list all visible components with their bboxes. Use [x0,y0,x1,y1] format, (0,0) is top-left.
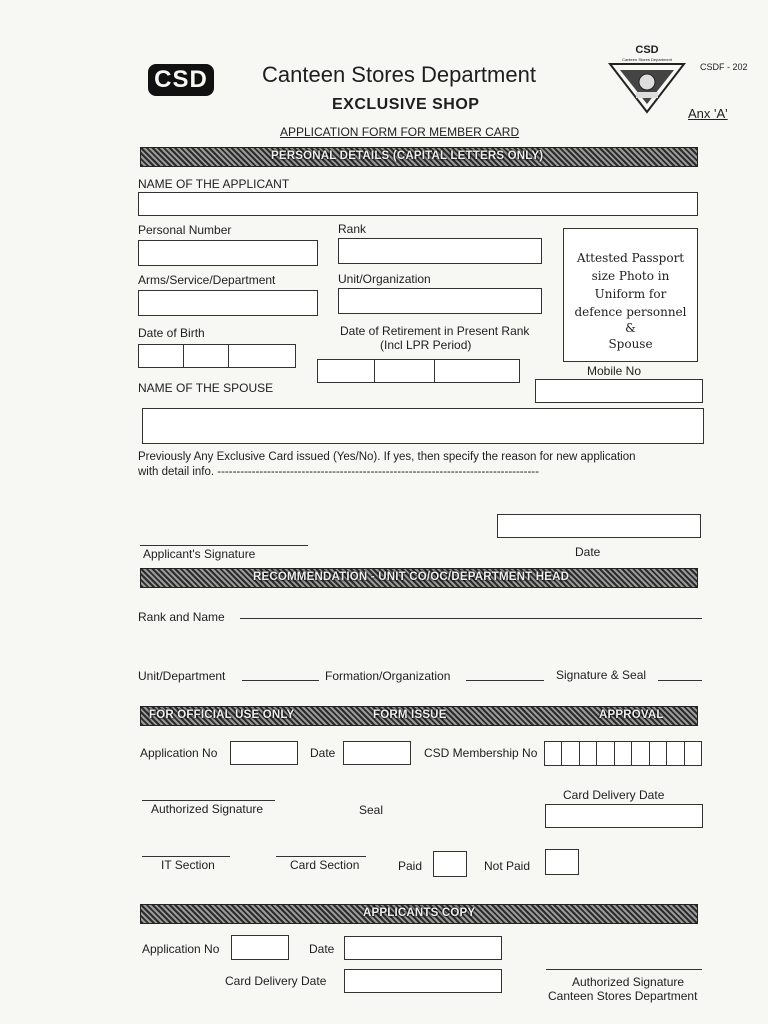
annex-label: Anx 'A' [688,106,728,121]
applicant-name-field[interactable] [138,192,698,216]
arms-service-label: Arms/Service/Department [138,273,276,287]
csd-logo: CSD [148,62,214,98]
personal-number-label: Personal Number [138,223,232,237]
spouse-name-label: NAME OF THE SPOUSE [138,381,274,395]
paid-checkbox[interactable] [433,851,467,877]
membership-no-label: CSD Membership No [424,746,538,760]
rank-name-label: Rank and Name [138,610,225,624]
copy-date-label: Date [309,942,335,956]
copy-date-field[interactable] [344,936,502,960]
photo-line-2: size Photo in [591,269,670,283]
not-paid-label: Not Paid [484,859,531,873]
photo-line-4: defence personnel [574,305,687,319]
card-section-line [276,856,366,857]
retirement-label: Date of Retirement in Present Rank [340,324,530,338]
official-date-field[interactable] [343,741,411,765]
previous-card-question: Previously Any Exclusive Card issued (Yes/No). If yes, then specify the reason for new application [138,451,636,463]
official-use-header: FOR OFFICIAL USE ONLY FORM ISSUE APPROVAL [140,706,698,726]
copy-authorized-signature-line [546,969,702,970]
card-section-label: Card Section [290,858,360,872]
it-section-label: IT Section [161,858,215,872]
unit-department-label: Unit/Department [138,669,226,683]
dob-label: Date of Birth [138,326,205,340]
copy-application-no-label: Application No [142,942,220,956]
authorized-signature-label: Authorized Signature [151,802,264,816]
formation-line[interactable] [466,680,544,681]
photo-box[interactable] [563,228,698,362]
card-delivery-field[interactable] [545,804,703,828]
personal-details-header: PERSONAL DETAILS (CAPITAL LETTERS ONLY) [140,147,698,167]
retirement-date-field[interactable] [317,359,520,383]
card-delivery-label: Card Delivery Date [563,788,665,802]
recommendation-header: RECOMMENDATION - UNIT CO/OC/DEPARTMENT HEAD [140,568,698,588]
copy-application-no-field[interactable] [231,935,289,960]
copy-department-label: Canteen Stores Department [548,989,698,1003]
arms-service-field[interactable] [138,290,318,316]
it-section-line [142,856,230,857]
rank-name-line[interactable] [240,618,702,619]
copy-authorized-signature-label: Authorized Signature [572,975,685,989]
seal-label: Seal [359,803,384,817]
csd-emblem: CSD Canteen Stores Department [606,44,688,116]
form-code: CSDF - 202 [700,62,748,72]
form-title: APPLICATION FORM FOR MEMBER CARD [280,125,520,139]
applicants-copy-header: APPLICANTS COPY [140,904,698,924]
not-paid-checkbox[interactable] [545,849,579,875]
rank-label: Rank [338,222,367,236]
copy-card-delivery-field[interactable] [344,969,502,993]
retirement-sublabel: (Incl LPR Period) [380,338,472,352]
page-title: Canteen Stores Department [262,62,536,87]
official-application-no-field[interactable] [230,741,298,765]
page-subtitle: EXCLUSIVE SHOP [332,96,480,113]
photo-line-6: Spouse [608,337,653,351]
photo-line-3: Uniform for [594,287,667,301]
signature-seal-label: Signature & Seal [556,668,647,682]
unit-department-line[interactable] [242,680,319,681]
photo-line-1: Attested Passport [576,251,685,265]
previous-card-detail: with detail info. ------------------------------------------------------------------------------------ [138,466,539,478]
photo-line-5: & [625,321,636,335]
applicant-signature-line [140,545,308,546]
unit-organization-label: Unit/Organization [338,272,431,286]
copy-card-delivery-label: Card Delivery Date [225,974,327,988]
applicant-name-label: NAME OF THE APPLICANT [138,177,290,191]
applicant-signature-label: Applicant's Signature [143,547,256,561]
personal-number-field[interactable] [138,240,318,266]
rank-field[interactable] [338,238,542,264]
spouse-name-field[interactable] [142,408,704,444]
date-field[interactable] [497,514,701,538]
unit-organization-field[interactable] [338,288,542,314]
mobile-field[interactable] [535,379,703,403]
membership-no-field[interactable] [544,741,702,766]
signature-seal-line[interactable] [658,680,702,681]
paid-label: Paid [398,859,423,873]
dob-field[interactable] [138,344,296,368]
official-application-no-label: Application No [140,746,218,760]
mobile-label: Mobile No [587,364,642,378]
date-label: Date [575,545,601,559]
authorized-signature-line [142,800,275,801]
formation-label: Formation/Organization [325,669,451,683]
official-date-label: Date [310,746,336,760]
